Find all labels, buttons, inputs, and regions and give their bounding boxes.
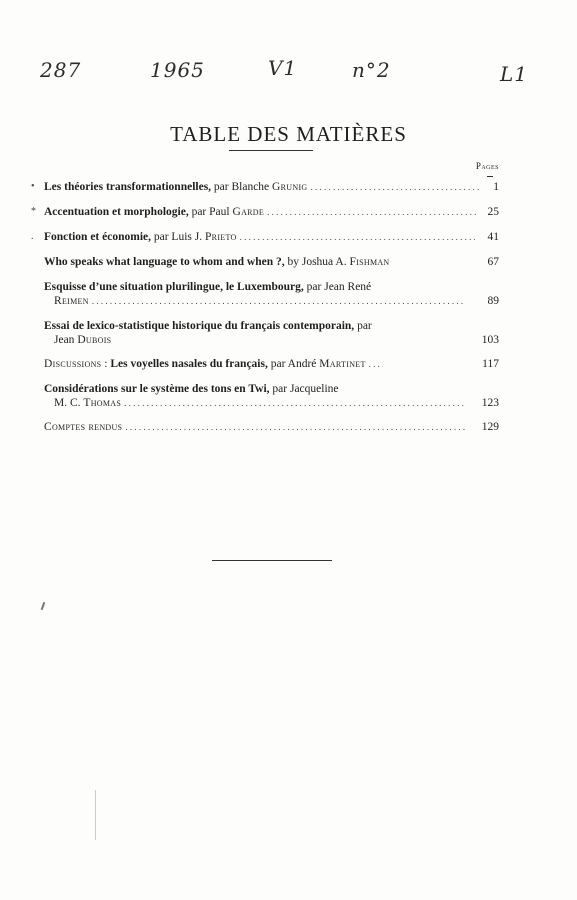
margin-mark: . [31, 231, 34, 242]
entry-byline: par Jean René [303, 281, 372, 293]
entry-byline: par Blanche [211, 181, 273, 193]
entry-author: Reimen [54, 295, 89, 307]
entry-section-label: Comptes rendus [44, 421, 123, 433]
page-title: TABLE DES MATIÈRES [170, 122, 407, 147]
toc-entry [31, 205, 499, 219]
handwritten-note: 1965 [150, 58, 205, 82]
title-rule [229, 150, 313, 151]
toc-entry [44, 319, 498, 347]
margin-mark: * [31, 206, 36, 217]
handwritten-note: 287 [40, 58, 82, 82]
leader-dots [124, 396, 466, 410]
entry-page-number: 89 [487, 295, 499, 307]
entry-byline: par Paul [188, 206, 233, 218]
entry-page-number: 123 [481, 397, 499, 409]
toc-entry [44, 382, 498, 410]
entry-page-number: 41 [487, 231, 499, 243]
entry-page-number: 25 [487, 206, 499, 218]
leader-dots [92, 294, 464, 308]
toc-entry [44, 280, 498, 308]
entry-title: Accentuation et morphologie, [44, 206, 189, 218]
entry-title: Esquisse d’une situation plurilingue, le Luxembourg, [44, 281, 304, 293]
toc-entry [31, 230, 499, 244]
entry-author: Garde [232, 206, 265, 218]
margin-mark: • [31, 181, 35, 192]
handwritten-note: V1 [268, 56, 298, 80]
entry-page-number: 67 [487, 256, 499, 268]
pages-column-header: Pages [475, 161, 499, 171]
entry-separator: : [101, 358, 111, 370]
entry-page-number: 103 [481, 334, 499, 346]
handwritten-note: n°2 [352, 58, 391, 82]
leader-dots [240, 230, 476, 244]
toc-entry [44, 420, 498, 434]
entry-title: Considérations sur le système des tons en Twi, [44, 383, 270, 395]
entry-author: Dubois [77, 334, 112, 346]
entry-author: Martinet [319, 358, 366, 370]
leader-dots [125, 420, 466, 434]
stray-pen-mark [41, 602, 46, 610]
entry-byline: by Joshua A. [284, 256, 350, 268]
entry-author: Thomas [83, 397, 122, 409]
leader-dots [369, 357, 383, 371]
toc-entry [31, 180, 499, 194]
entry-page-number: 117 [482, 358, 499, 370]
entry-byline: par [354, 320, 372, 332]
table-of-contents [31, 180, 499, 434]
entry-author: Grunig [272, 181, 308, 193]
entry-byline: par Jacqueline [269, 383, 339, 395]
entry-title: Who speaks what language to whom and when ?, [44, 256, 285, 268]
entry-author: Prieto [204, 231, 237, 243]
entry-author-firstname: M. C. [54, 397, 84, 409]
toc-entry [44, 255, 498, 269]
entry-page-number: 129 [481, 421, 499, 433]
closing-rule [212, 560, 332, 561]
handwritten-note: L1 [500, 62, 529, 86]
paper-crease [95, 790, 96, 840]
entry-title: Fonction et économie, [44, 231, 151, 243]
entry-title: Les voyelles nasales du français, [110, 358, 268, 370]
pages-header-rule [487, 176, 493, 177]
entry-title: Les théories transformationnelles, [44, 181, 212, 193]
entry-author: Fishman [349, 256, 390, 268]
entry-section-label: Discussions [44, 358, 102, 370]
entry-title: Essai de lexico-statistique historique du français contemporain, [44, 320, 355, 332]
entry-page-number: 1 [493, 181, 499, 193]
leader-dots [267, 205, 477, 219]
entry-byline: par Luis J. [151, 231, 205, 243]
leader-dots [310, 180, 480, 194]
toc-entry [44, 357, 498, 371]
entry-author-firstname: Jean [54, 334, 78, 346]
entry-byline: par André [267, 358, 320, 370]
